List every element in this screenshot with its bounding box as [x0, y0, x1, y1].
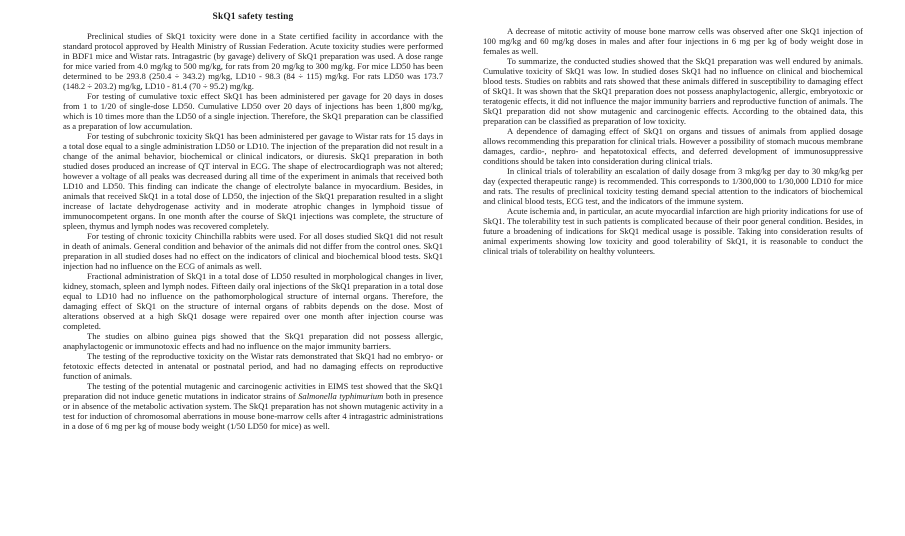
document-title: SkQ1 safety testing [212, 12, 294, 22]
mutagenic-text-post: both in presence or in absence of the metabolic activation system. The SkQ1 preparation has not shown mutagenic activity in a test for induction of chromosomal aberrations in mouse bone-marrow cells after 4 intragastric administrations in a dose of 6 mg per kg of mouse body weight (1/50 LD50 for mice) as well. [63, 391, 443, 431]
paragraph-indications-conclusion: Acute ischemia and, in particular, an acute myocardial infarction are high priority indications for use of SkQ1. The tolerability test in such patients is complicated because of their poor general condition. Besides, in future a broadening of indications for SkQ1 medical usage is possible. Taking into consideration results of animal experiments showing low toxicity and good tolerability of SkQ1, it is reasonable to conduct the clinical trials of tolerability on healthy volunteers. [483, 206, 863, 256]
paragraph-mutagenic-carcinogenic [63, 381, 443, 431]
paragraph-cumulative-toxicity: For testing of cumulative toxic effect SkQ1 has been administered per gavage for 20 days in doses from 1 to 1/20 of single-dose LD50. Cumulative LD50 over 20 days of injections has been 1,800 mg/kg, which is 10 times more than the LD50 of a single injection. Therefore, the SkQ1 preparation can be classified as a preparation of low accumulation. [63, 91, 443, 131]
paragraph-subchronic-toxicity: For testing of subchronic toxicity SkQ1 has been administered per gavage to Wistar rats for 15 days in a total dose equal to a single administration LD50 or LD10. The injection of the preparation did not result in a change of the animal behavior, biochemical or clinical indicators, or diuresis. SkQ1 preparation in both studied doses produced an increase of QT interval in ECG. The shape of electrocardiograph was not altered; however a voltage of all peaks was decreased during all time of the experiment in animals that received both LD10 and LD50. This finding can indicate the change of electrolyte balance in myocardium. Besides, in animals that received SkQ1 in a total dose of LD50, the injection of the SkQ1 preparation resulted in a slight increase of lactate dehydrogenase activity and in moderate atrophic changes in lymphoid tissue of immunocompetent organs. In one month after the course of SkQ1 injections was complete, the structure of spleen, thymus and lymph nodes was recovered completely. [63, 131, 443, 231]
right-text-column [483, 26, 863, 256]
paragraph-preclinical-acute-toxicity: Preclinical studies of SkQ1 toxicity were done in a State certified facility in accordance with the standard protocol approved by Health Ministry of Russian Federation. Acute toxicity studies were performed in BDF1 mice and Wistar rats. Intragastric (by gavage) delivery of SkQ1 preparation was used. A dose range for mice varied from 4.0 mg/kg to 500 mg/kg, for rats from 20 mg/kg to 300 mg/kg. For mice LD50 has been determined to be 293.8 (250.4 ÷ 343.2) mg/kg, LD10 - 98.3 (84 ÷ 115) mg/kg. For rats LD50 was 173.7 (148.2 ÷ 203.2) mg/kg, LD10 - 81.4 (70 ÷ 95.2) mg/kg. [63, 31, 443, 91]
paragraph-chronic-toxicity: For testing of chronic toxicity Chinchilla rabbits were used. For all doses studied SkQ1 did not result in death of animals. General condition and behavior of the animals did not differ from the control ones. SkQ1 preparation in all studied doses had no effect on the indicators of clinical and biochemical blood tests. SkQ1 injection had no influence on the ECG of animals as well. [63, 231, 443, 271]
paragraph-guinea-pigs: The studies on albino guinea pigs showed that the SkQ1 preparation did not possess allergic, anaphylactogenic or immunotoxic effects and had no influence on the major immunity barriers. [63, 331, 443, 351]
paragraph-clinical-trials-dosage: In clinical trials of tolerability an escalation of daily dosage from 3 mkg/kg per day to 30 mkg/kg per day (expected therapeutic range) is recommended. This corresponds to 1/300,000 to 1/30,000 LD10 for mice and rats. The results of preclinical toxicity testing demand special attention to the indicators of biochemical and clinical blood tests, ECG test, and the indicators of the immune system. [483, 166, 863, 206]
mutagenic-text-pre: The testing of the potential mutagenic and carcinogenic activities in EIMS test showed that the SkQ1 preparation did not induce genetic mutations in indicator strains of [63, 381, 443, 401]
left-text-column [63, 12, 443, 431]
salmonella-species-name: Salmonella typhimurium [298, 391, 384, 401]
paragraph-dose-dependence: A dependence of damaging effect of SkQ1 on organs and tissues of animals from applied dosage allows recommending this preparation for clinical trials. However a possibility of stomach mucous membrane damages, cardio-, nephro- and hepatotoxical effects, and deferred development of immunosuppressive conditions should be taken into consideration during clinical trials. [483, 126, 863, 166]
paragraph-mitotic-activity: A decrease of mitotic activity of mouse bone marrow cells was observed after one SkQ1 injection of 100 mg/kg and 60 mg/kg doses in males and after four injections in 6 mg per kg of body weight dose in females as well. [483, 26, 863, 56]
paragraph-reproductive-toxicity: The testing of the reproductive toxicity on the Wistar rats demonstrated that SkQ1 had no embryo- or fetotoxic effects detected in antenatal or postnatal period, and had no damaging effects on reproductive function of animals. [63, 351, 443, 381]
paragraph-fractional-administration: Fractional administration of SkQ1 in a total dose of LD50 resulted in morphological changes in liver, kidney, stomach, spleen and lymph nodes. Fifteen daily oral injections of the SkQ1 preparation in a total dose equal to LD10 had no influence on the pathomorphological structure of internal organs. Therefore, the damaging effect of SkQ1 on the structure of internal organs of rabbits depends on the dose. Most of alterations observed at a high SkQ1 dosage were repaired over one month after injection course was completed. [63, 271, 443, 331]
paragraph-summary: To summarize, the conducted studies showed that the SkQ1 preparation was well endured by animals. Cumulative toxicity of SkQ1 was low. In studied doses SkQ1 had no influence on clinical and biochemical blood tests. Studies on rabbits and rats showed that these animals differed in susceptibility to damaging effect of SkQ1. It was shown that the SkQ1 preparation does not possess anaphylactogenic, allergic, embryotoxic or teratogenic effects, it did not influence the major immunity barriers and reproductive function of animals. The SkQ1 preparation did not show mutagenic and carcinogenic effects. According to the obtained data, this preparation can be classified as preparation of low toxicity. [483, 56, 863, 126]
